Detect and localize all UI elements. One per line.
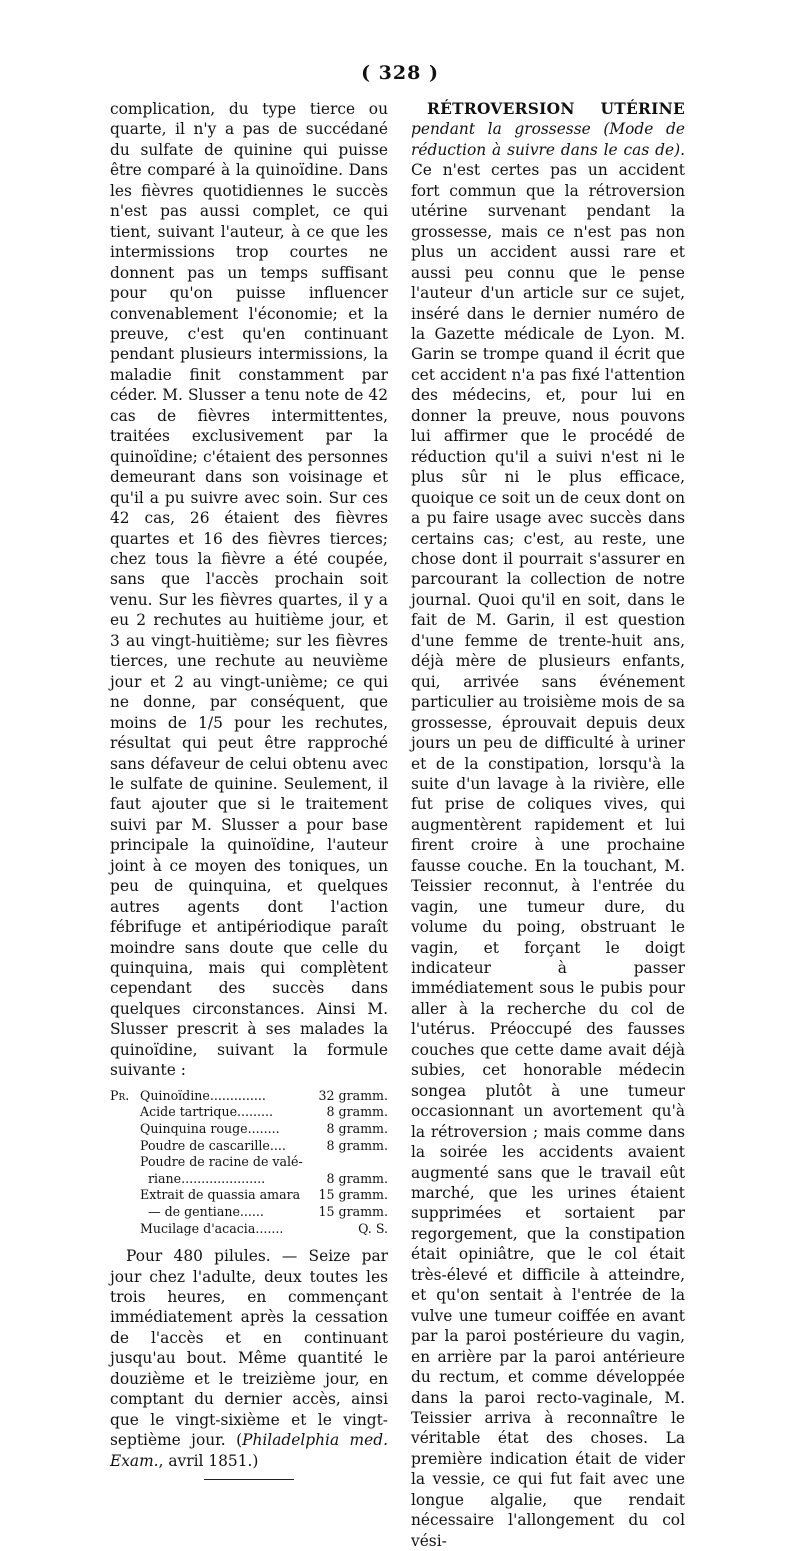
recipe-ingredient: Poudre de racine de valé- [140, 1154, 303, 1170]
article-body: Ce n'est certes pas un accident fort commun que la rétroversion utérine survenant pendant la grossesse, mais ce n'est pas non plus un accident aussi rare et aussi peu connu que le pense l'auteur d'un article sur ce sujet, inséré dans le dernier numéro de la Gazette médicale de Lyon. M. Garin se trompe quand il écrit que cet accident n'a pas fixé l'attention des médecins, et, pour lui en donner la preuve, nous pouvons lui affirmer que le procédé de réduction qu'il a suivi n'est ni le plus sûr ni le plus efficace, quoique ce soit un de ceux dont on a pu faire usage avec succès dans certains cas; c'est, au reste, une chose dont il pourrait s'assurer en parcourant la collection de notre journal. Quoi qu'il en soit, dans le fait de M. Garin, il est question d'une femme de trente-huit ans, déjà mère de plusieurs enfants, qui, arrivée sans événement particulier au troisième mois de sa grossesse, éprouvait depuis deux jours un peu de difficulté à uriner et de la constipation, lorsqu'à la suite d'un lavage à la rivière, elle fut prise de coliques vives, qui augmentèrent rapidement et lui firent croire à une prochaine fausse couche. En la touchant, M. Teissier reconnut, à l'entrée du vagin, une tumeur dure, du volume du poing, obstruant le vagin, et forçant le doigt indicateur à passer immédiatement sous le pubis pour aller à la recherche du col de l'utérus. Préoccupé des fausses couches que cette dame avait déjà subies, cet honorable médecin songea plutôt à une tumeur occasionnant un avortement qu'à la rétroversion ; mais comme dans la soirée les accidents avaient augmenté sans que le travail eût marché, que les urines étaient supprimées et sortaient par regorgement, que la constipation était opiniâtre, que le col était très-élevé et difficile à atteindre, et qu'on sentait à l'entrée de la vulve une tumeur coiffée en avant par la paroi postérieure du vagin, en arrière par la paroi antérieure du rectum, et comme développée dans la paroi recto-vaginale, M. Teissier arriva à reconnaître le véritable état des choses. La première indication était de vider la vessie, ce qui fut fait avec une longue algalie, que rendait nécessaire l'allongement du col vési- [411, 161, 685, 1550]
recipe-quantity: 8 gramm. [326, 1137, 388, 1153]
recipe-row [110, 1138, 388, 1155]
recipe-quantity: 15 gramm. [318, 1203, 388, 1219]
recipe-row [110, 1121, 388, 1138]
recipe-ingredient: — de gentiane...... [148, 1203, 264, 1219]
recipe-ingredient: Poudre de cascarille.... [140, 1137, 286, 1153]
recipe-row [110, 1104, 388, 1121]
recipe-prefix: Pr. [110, 1087, 130, 1103]
left-paragraph-1: complication, du type tierce ou quarte, il n'y a pas de succédané du sulfate de quinine qui puisse être comparé à la quinoïdine. Dans les fièvres quotidiennes le succès n'est pas aussi complet, ce qui tient, suivant l'auteur, à ce que les intermissions trop courtes ne donnent pas un temps suffisant pour qu'on puisse influencer convenablement l'économie; et la preuve, c'est qu'en continuant pendant plusieurs intermissions, la maladie finit constamment par céder. M. Slusser a tenu note de 42 cas de fièvres intermittentes, traitées exclusivement par la quinoïdine; c'étaient des personnes demeurant dans son voisinage et qu'il a pu suivre avec soin. Sur ces 42 cas, 26 étaient des fièvres quartes et 16 des fièvres tierces; chez tous la fièvre a été coupée, sans que l'accès prochain soit venu. Sur les fièvres quartes, il y a eu 2 rechutes au huitième jour, et 3 au vingt-huitième; sur les fièvres tierces, une rechute au neuvième jour et 2 au vingt-unième; ce qui ne donne, par conséquent, que moins de 1/5 pour les rechutes, résultat qui peut être rapproché sans défaveur de celui obtenu avec le sulfate de quinine. Seulement, il faut ajouter que si le traitement suivi par M. Slusser a pour base principale la quinoïdine, l'auteur joint à ce moyen des toniques, un peu de quinquina, et quelques autres agents dont l'action fébrifuge et antipériodique paraît moindre sans doute que celle du quinquina, mais qui complètent cependant des succès dans quelques circonstances. Ainsi M. Slusser prescrit à ses malades la quinoïdine, suivant la formule suivante : [110, 100, 388, 1080]
dosage-text: Pour 480 pilules. — Seize par jour chez l'adulte, deux toutes les trois heures, en commençant immédiatement après la cessation de l'accès et en continuant jusqu'au bout. Même quantité le douzième et le treizième jour, en comptant du dernier accès, ainsi que le vingt-sixième et le vingt-septième jour. [110, 1247, 388, 1450]
recipe-quantity: Q. S. [358, 1220, 388, 1236]
recipe-quantity: 15 gramm. [318, 1187, 388, 1203]
recipe-row [110, 1221, 388, 1238]
recipe-ingredient: Quinoïdine.............. [140, 1087, 266, 1103]
article-paragraph [411, 99, 685, 1551]
recipe-row [110, 1204, 388, 1221]
recipe-ingredient: riane..................... [148, 1170, 266, 1186]
article-heading: RÉTROVERSION UTÉRINE [427, 100, 685, 118]
citation-date: , avril 1851.) [158, 1451, 259, 1470]
right-column [411, 99, 685, 1551]
recipe-ingredient: Mucilage d'acacia....... [140, 1220, 284, 1236]
page-number: ( 328 ) [361, 62, 439, 84]
recipe-row [110, 1088, 388, 1105]
recipe-quantity: 8 gramm. [326, 1170, 388, 1186]
section-divider [204, 1479, 294, 1480]
recipe-quantity: 8 gramm. [326, 1120, 388, 1136]
recipe-ingredient: Extrait de quassia amara [140, 1187, 301, 1203]
recipe-quantity: 32 gramm. [318, 1087, 388, 1103]
recipe-row [110, 1154, 388, 1171]
article-subheading: pendant la grossesse (Mode de réduction à suivre dans le cas de). [411, 120, 685, 159]
recipe-row [110, 1187, 388, 1204]
left-paragraph-2 [110, 1246, 388, 1471]
recipe-row [110, 1171, 388, 1188]
citation-source: Philadelphia med. Exam. [110, 1431, 388, 1470]
left-column [110, 99, 388, 1480]
citation-open: ( [236, 1431, 243, 1450]
recipe-ingredient: Acide tartrique......... [140, 1104, 274, 1120]
recipe-formula [110, 1088, 388, 1237]
recipe-ingredient: Quinquina rouge........ [140, 1120, 280, 1136]
recipe-quantity: 8 gramm. [326, 1104, 388, 1120]
